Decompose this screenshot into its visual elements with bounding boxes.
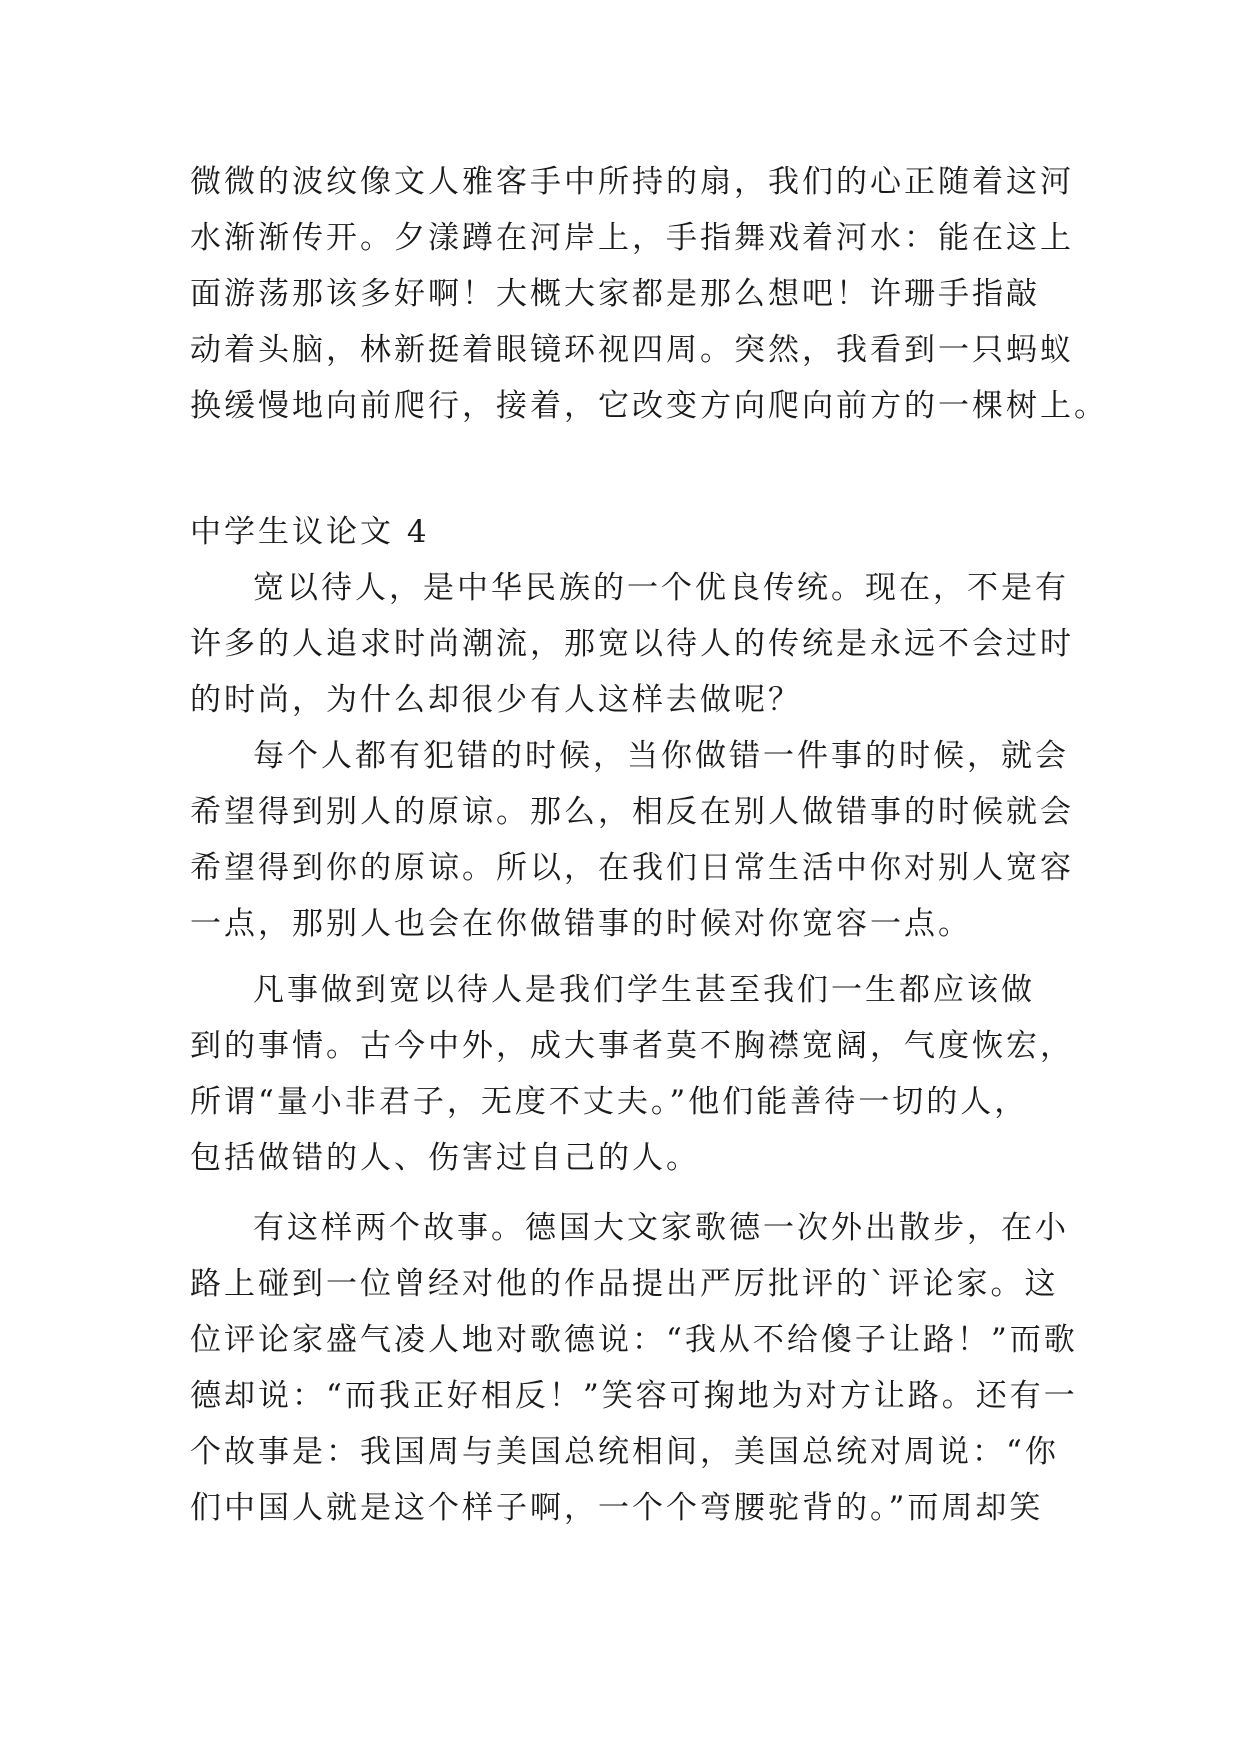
paragraph-line: 包括做错的人、伤害过自己的人。 bbox=[190, 1140, 700, 1176]
paragraph-line: 一点，那别人也会在你做错事的时候对你宽容一点。 bbox=[190, 906, 972, 942]
paragraph-line: 宽以待人，是中华民族的一个优良传统。现在，不是有 bbox=[253, 570, 1069, 606]
paragraph-line: 动着头脑，林新挺着眼镜环视四周。突然，我看到一只蚂蚁 bbox=[190, 332, 1074, 368]
paragraph-line: 所谓“量小非君子，无度不丈夫。”他们能善待一切的人， bbox=[190, 1084, 1029, 1120]
paragraph-line: 位评论家盛气凌人地对歌德说：“我从不给傻子让路！”而歌 bbox=[190, 1322, 1078, 1358]
paragraph-line: 希望得到你的原谅。所以，在我们日常生活中你对别人宽容 bbox=[190, 850, 1074, 886]
paragraph-line: 换缓慢地向前爬行，接着，它改变方向爬向前方的一棵树上。 bbox=[190, 388, 1108, 424]
paragraph-line: 个故事是：我国周与美国总统相间，美国总统对周说：“你 bbox=[190, 1434, 1059, 1470]
paragraph-line: 到的事情。古今中外，成大事者莫不胸襟宽阔，气度恢宏， bbox=[190, 1028, 1074, 1064]
paragraph-line: 希望得到别人的原谅。那么，相反在别人做错事的时候就会 bbox=[190, 794, 1074, 830]
paragraph-line: 有这样两个故事。德国大文家歌德一次外出散步，在小 bbox=[253, 1210, 1069, 1246]
paragraph-line: 水渐渐传开。夕漾蹲在河岸上，手指舞戏着河水：能在这上 bbox=[190, 220, 1074, 256]
paragraph-line: 德却说：“而我正好相反！”笑容可掬地为对方让路。还有一 bbox=[190, 1378, 1078, 1414]
paragraph-line: 许多的人追求时尚潮流，那宽以待人的传统是永远不会过时 bbox=[190, 626, 1074, 662]
paragraph-line: 微微的波纹像文人雅客手中所持的扇，我们的心正随着这河 bbox=[190, 164, 1074, 200]
paragraph-line: 面游荡那该多好啊！大概大家都是那么想吧！许珊手指敲 bbox=[190, 276, 1040, 312]
paragraph-line: 凡事做到宽以待人是我们学生甚至我们一生都应该做 bbox=[253, 972, 1035, 1008]
paragraph-line: 路上碰到一位曾经对他的作品提出严厉批评的`评论家。这 bbox=[190, 1266, 1059, 1302]
section-title: 中学生议论文 4 bbox=[190, 514, 430, 550]
paragraph-line: 的时尚，为什么却很少有人这样去做呢？ bbox=[190, 682, 802, 718]
paragraph-line: 们中国人就是这个样子啊，一个个弯腰驼背的。”而周却笑 bbox=[190, 1490, 1044, 1526]
paragraph-line: 每个人都有犯错的时候，当你做错一件事的时候，就会 bbox=[253, 738, 1069, 774]
